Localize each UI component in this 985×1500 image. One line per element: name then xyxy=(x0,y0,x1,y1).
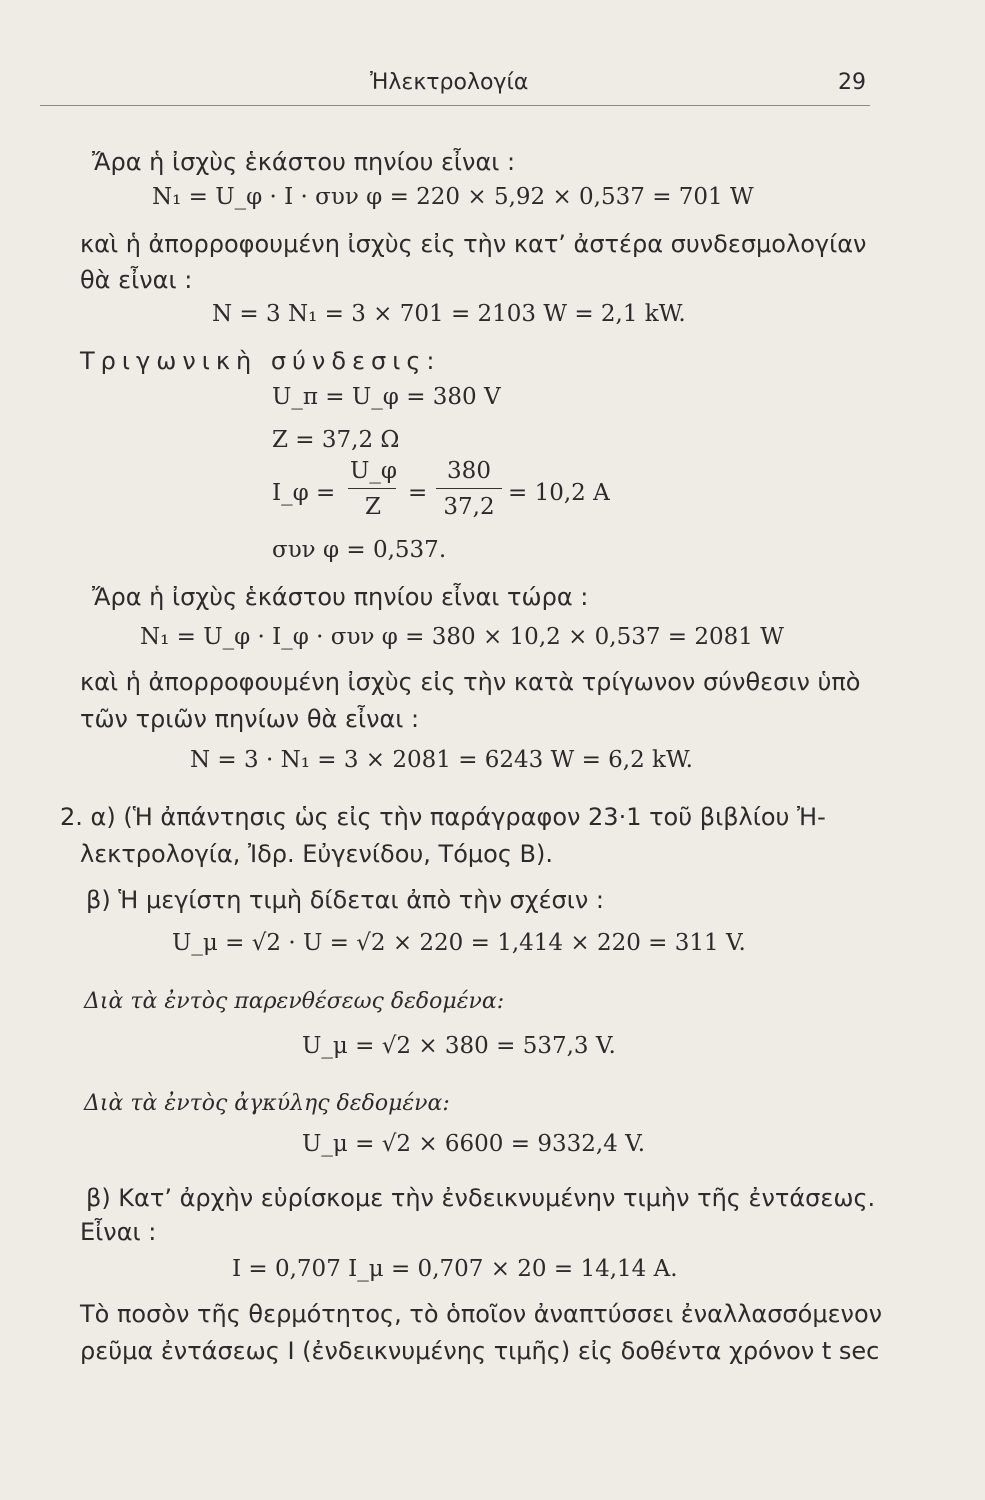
italic-text-line: Διὰ τὰ ἐντὸς παρενθέσεως δεδομένα: xyxy=(84,989,505,1014)
equation: συν φ = 0,537. xyxy=(272,537,447,563)
text-line: Τὸ ποσὸν τῆς θερμότητος, τὸ ὁποῖον ἀναπτύσσει ἐναλλασσόμενον xyxy=(80,1300,883,1328)
text-line: ρεῦμα ἐντάσεως I (ἐνδεικνυμένης τιμῆς) εἰς δοθέντα χρόνον t sec xyxy=(80,1337,880,1365)
equation: Z = 37,2 Ω xyxy=(272,427,400,453)
fraction-denominator: 37,2 xyxy=(443,494,495,520)
text-line: β) Κατ’ ἀρχὴν εὑρίσκομε τὴν ἐνδεικνυμένην τιμὴν τῆς ἐντάσεως. xyxy=(86,1184,876,1212)
page-number: 29 xyxy=(838,70,866,95)
text-line: τῶν τριῶν πηνίων θὰ εἶναι : xyxy=(80,705,420,733)
equation: U_μ = √2 × 6600 = 9332,4 V. xyxy=(302,1131,646,1157)
equation: U_μ = √2 × 380 = 537,3 V. xyxy=(302,1033,616,1059)
text-line: καὶ ἡ ἀπορροφουμένη ἰσχὺς εἰς τὴν κατ’ ἀστέρα συνδεσμολογίαν xyxy=(80,230,867,258)
text-line: καὶ ἡ ἀπορροφουμένη ἰσχὺς εἰς τὴν κατὰ τρίγωνον σύνθεσιν ὑπὸ xyxy=(80,668,861,696)
fraction-numerator: 380 xyxy=(447,458,491,484)
equals-sign: = xyxy=(408,480,428,506)
text-line: θὰ εἶναι : xyxy=(80,266,193,294)
fraction-bar xyxy=(348,488,396,489)
section-heading: Τριγωνικὴ σύνδεσις: xyxy=(80,347,441,375)
header-rule xyxy=(40,105,870,106)
equation-left: I_φ = xyxy=(272,480,336,506)
running-header-title: Ἠλεκτρολογία xyxy=(370,70,529,95)
equation: N = 3 · N₁ = 3 × 2081 = 6243 W = 6,2 kW. xyxy=(190,747,693,773)
equation: N₁ = U_φ · I_φ · συν φ = 380 × 10,2 × 0,537 = 2081 W xyxy=(140,624,784,650)
text-line: λεκτρολογία, Ἰδρ. Εὐγενίδου, Τόμος Β). xyxy=(80,840,554,868)
fraction-numerator: U_φ xyxy=(350,458,397,484)
equation: U_μ = √2 · U = √2 × 220 = 1,414 × 220 = 311 V. xyxy=(172,930,746,956)
italic-text-line: Διὰ τὰ ἐντὸς ἀγκύλης δεδομένα: xyxy=(84,1091,450,1116)
equation-right: = 10,2 A xyxy=(508,480,610,506)
fraction-denominator: Z xyxy=(365,494,381,520)
equation: I = 0,707 I_μ = 0,707 × 20 = 14,14 A. xyxy=(232,1256,678,1282)
text-line: Εἶναι : xyxy=(80,1218,157,1246)
text-line: β) Ἡ μεγίστη τιμὴ δίδεται ἀπὸ τὴν σχέσιν : xyxy=(86,886,604,914)
text-line: Ἄρα ἡ ἰσχὺς ἑκάστου πηνίου εἶναι τώρα : xyxy=(92,583,589,611)
equation: U_π = U_φ = 380 V xyxy=(272,384,501,410)
fraction-bar xyxy=(436,488,502,489)
equation: N = 3 N₁ = 3 × 701 = 2103 W = 2,1 kW. xyxy=(212,301,686,327)
text-line: 2. α) (Ἡ ἀπάντησις ὡς εἰς τὴν παράγραφον 23·1 τοῦ βιβλίου Ἠ- xyxy=(60,803,826,831)
text-line: Ἄρα ἡ ἰσχὺς ἑκάστου πηνίου εἶναι : xyxy=(92,148,516,176)
equation: N₁ = U_φ · I · συν φ = 220 × 5,92 × 0,537 = 701 W xyxy=(152,184,754,210)
